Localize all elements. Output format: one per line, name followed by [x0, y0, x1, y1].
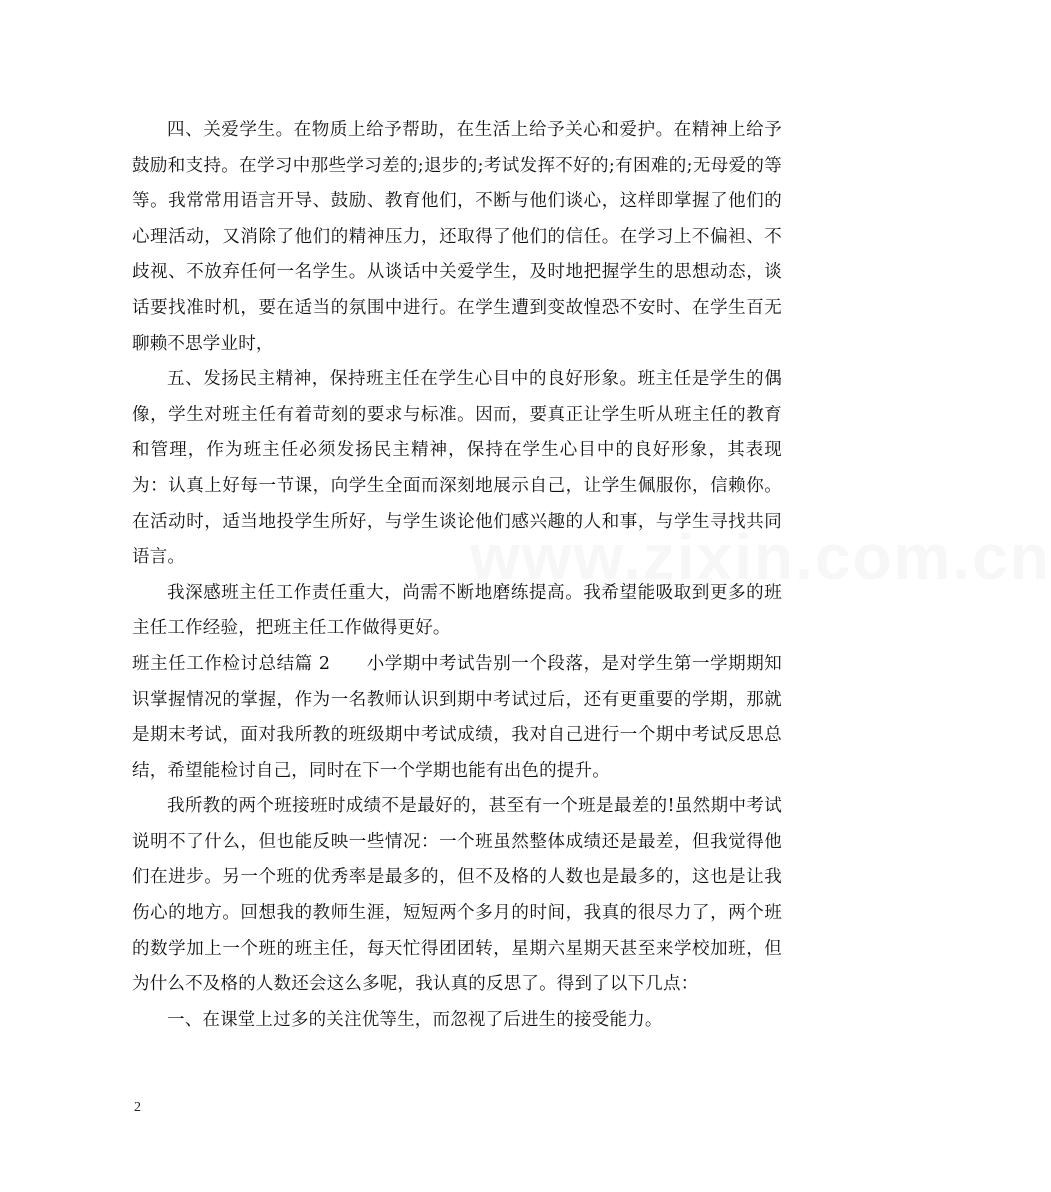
paragraph-point-one: 一、在课堂上过多的关注优等生，而忽视了后进生的接受能力。: [167, 1009, 663, 1030]
paragraph-article-2-intro: 班主任工作检讨总结篇 2 小学期中考试告别一个段落，是对学生第一学期期知识掌握情况的掌握，作为一名教师认识到期中考试过后，还有更重要的学期，那就是期末考试，面对我所教的班级期中考试成绩，我对自己进行一个期中考试反思总结，希望能检讨自己，同时在下一个学期也能有出色的提升。: [132, 653, 782, 781]
paragraph-democratic-spirit: 五、发扬民主精神，保持班主任在学生心目中的良好形象。班主任是学生的偶像，学生对班主任有着苛刻的要求与标准。因而，要真正让学生听从班主任的教育和管理，作为班主任必须发扬民主精神，保持在学生心目中的良好形象，其表现为：认真上好每一节课，向学生全面而深刻地展示自己，让学生佩服你，信赖你。在活动时，适当地投学生所好，与学生谈论他们感兴趣的人和事，与学生寻找共同语言。: [132, 369, 782, 568]
document-body: [132, 113, 782, 1038]
paragraph-class-results: 我所教的两个班接班时成绩不是最好的，甚至有一个班是最差的!虽然期中考试说明不了什么，但也能反映一些情况：一个班虽然整体成绩还是最差，但我觉得他们在进步。另一个班的优秀率是最多的，但不及格的人数也是最多的，这也是让我伤心的地方。回想我的教师生涯，短短两个多月的时间，我真的很尽力了，两个班的数学加上一个班的班主任，每天忙得团团转，星期六星期天甚至来学校加班，但为什么不及格的人数还会这么多呢，我认真的反思了。得到了以下几点：: [132, 796, 782, 995]
watermark: www.zixin.com.cn: [470, 521, 1051, 593]
paragraph-conclusion: 我深感班主任工作责任重大，尚需不断地磨练提高。我希望能吸取到更多的班主任工作经验，把班主任工作做得更好。: [132, 582, 782, 639]
paragraph-care-students: 四、关爱学生。在物质上给予帮助，在生活上给予关心和爱护。在精神上给予鼓励和支持。在学习中那些学习差的;退步的;考试发挥不好的;有困难的;无母爱的等等。我常常用语言开导、鼓励、教育他们，不断与他们谈心，这样即掌握了他们的心理活动，又消除了他们的精神压力，还取得了他们的信任。在学习上不偏袒、不歧视、不放弃任何一名学生。从谈话中关爱学生，及时地把握学生的思想动态，谈话要找准时机，要在适当的氛围中进行。在学生遭到变故惶恐不安时、在学生百无聊赖不思学业时，: [132, 120, 782, 354]
page-number: 2: [134, 1100, 141, 1115]
